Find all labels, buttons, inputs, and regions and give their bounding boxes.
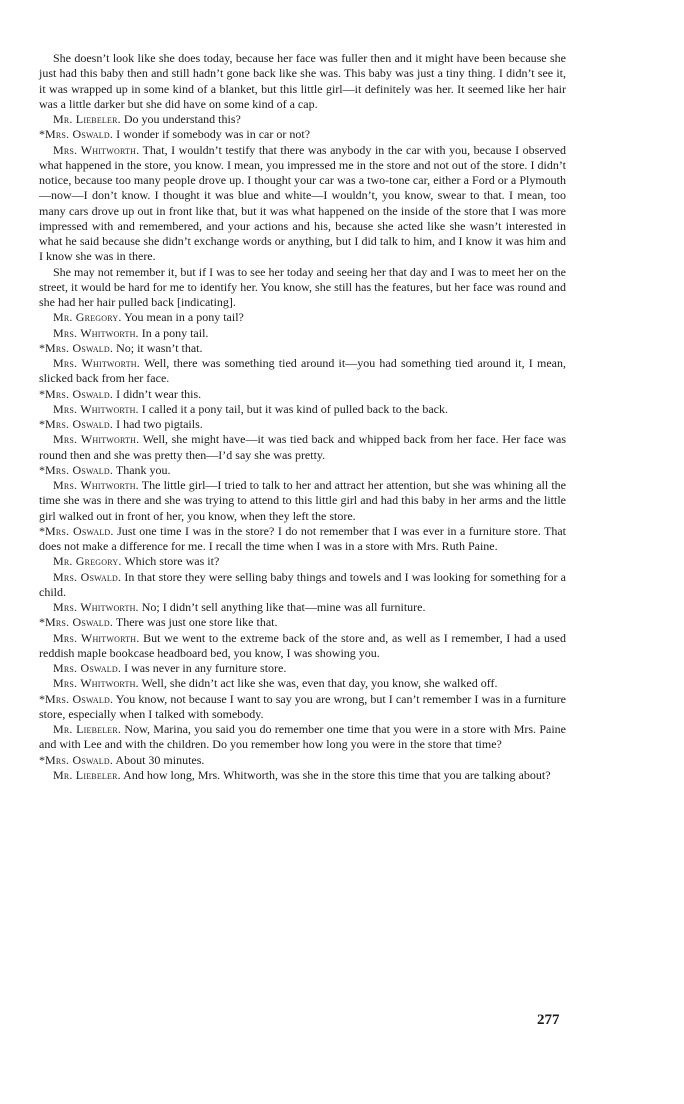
asterisk-marker: * (39, 386, 45, 401)
paragraph (39, 112, 566, 127)
asterisk-marker: * (39, 462, 45, 477)
paragraph-text: You mean in a pony tail? (121, 310, 244, 325)
paragraph (39, 600, 566, 615)
paragraph (39, 356, 566, 387)
speaker-name: Mr. Gregory. (53, 554, 122, 569)
asterisk-marker: * (39, 523, 45, 538)
paragraph-text: I wonder if somebody was in car or not? (113, 127, 311, 142)
paragraph-text: Thank you. (113, 462, 171, 477)
speaker-name: Mrs. Oswald. (45, 127, 114, 142)
paragraph-text: And how long, Mrs. Whitworth, was she in the store this time that you are talking about? (120, 767, 551, 782)
speaker-name: Mrs. Whitworth. (53, 478, 139, 492)
paragraph-text: She doesn’t look like she does today, because her face was fuller then and it might have been because she just had this baby then and still hadn’t gone back like she was. This baby was just a tiny thing. I didn’t see it, it was wrapped up in some kind of a blanket, but this little girl—it definitely was her. It seemed like her hair was a little darker but she did have on some kind of a cap. (39, 51, 566, 111)
asterisk-marker: * (39, 615, 45, 630)
paragraph-text: I had two pigtails. (113, 417, 203, 431)
paragraph (39, 615, 566, 630)
paragraph (39, 265, 566, 311)
speaker-name: Mrs. Oswald. (45, 462, 114, 477)
paragraph-text: I called it a pony tail, but it was kind of pulled back to the back. (138, 401, 449, 416)
speaker-name: Mrs. Oswald. (53, 661, 122, 675)
paragraph (39, 478, 566, 524)
paragraph (39, 51, 566, 112)
page-number: 277 (537, 1012, 560, 1028)
asterisk-marker: * (39, 752, 45, 767)
paragraph-text: Well, she didn’t act like she was, even that day, you know, she walked off. (138, 676, 498, 691)
speaker-name: Mrs. Whitworth. (53, 630, 140, 645)
speaker-name: Mrs. Oswald. (45, 386, 114, 401)
speaker-name: Mrs. Whitworth. (53, 142, 140, 157)
paragraph (39, 692, 566, 723)
paragraph-text: In a pony tail. (138, 325, 209, 340)
paragraph (39, 631, 566, 662)
paragraph-text: No; it wasn’t that. (113, 340, 203, 355)
paragraph-text: I didn’t wear this. (113, 386, 202, 401)
paragraph-text: Well, she might have—it was tied back and whipped back from her face. Her face was round then and she was pretty then—I’d say she was pretty. (39, 432, 566, 462)
paragraph-text: That, I wouldn’t testify that there was anybody in the car with you, because I observed what happened in the store, you know. I mean, you impressed me in the store and not out of the store. I didn’t notice, because too many people drove up. I thought your car was a two-tone car, either a Ford or a Plymouth—now—I don’t know. I thought it was blue and white—I wouldn’t, you know, swear to that. I mean, too many cars drove up out in front like that, but it was what happened on the inside of the store that I was more impressed with and remembered, and your actions and his, because she acted like she wasn’t interested in what he said because she didn’t exchange words or anything, but I did talk to him, and I know it was him and I know she was in there. (39, 142, 566, 264)
paragraph (39, 432, 566, 463)
paragraph (39, 417, 566, 432)
paragraph-text: There was just one store like that. (113, 615, 278, 630)
speaker-name: Mrs. Whitworth. (53, 401, 139, 416)
speaker-name: Mrs. Whitworth. (53, 356, 140, 370)
asterisk-marker: * (39, 417, 45, 431)
paragraph-text: Just one time I was in the store? I do not remember that I was ever in a furniture store. That does not make a difference for me. I recall the time when I was in a store with Mrs. Ruth Paine. (39, 523, 566, 553)
paragraph (39, 463, 566, 478)
paragraph-text: Do you understand this? (120, 112, 241, 126)
speaker-name: Mrs. Whitworth. (53, 676, 139, 691)
speaker-name: Mr. Liebeler. (53, 112, 121, 126)
speaker-name: Mrs. Oswald. (45, 523, 114, 538)
paragraph (39, 402, 566, 417)
paragraph-text: Well, there was something tied around it—you had something tied around it, I mean, slicked back from her face. (39, 356, 566, 386)
paragraph (39, 722, 566, 753)
speaker-name: Mrs. Oswald. (45, 417, 114, 431)
testimony-text (39, 51, 566, 783)
paragraph (39, 524, 566, 555)
paragraph-text: In that store they were selling baby things and towels and I was looking for something for a child. (39, 569, 566, 599)
asterisk-marker: * (39, 340, 45, 355)
paragraph-text: The little girl—I tried to talk to her and attract her attention, but she was whining all the time she was in there and she was trying to attend to this little girl and had this baby in her arms and the little girl walked out in front of her, you know, when they left the store. (39, 478, 566, 523)
paragraph-text: No; I didn’t sell anything like that—mine was all furniture. (138, 600, 426, 614)
paragraph-text: You know, not because I want to say you are wrong, but I can’t remember I was in a furniture store, especially when I talked with somebody. (39, 691, 567, 721)
paragraph-text: But we went to the extreme back of the store and, as well as I remember, I had a used reddish maple bookcase headboard bed, you know, I was showing you. (39, 630, 566, 660)
speaker-name: Mr. Gregory. (53, 310, 122, 325)
paragraph (39, 127, 566, 142)
paragraph (39, 554, 566, 569)
speaker-name: Mrs. Whitworth. (53, 325, 139, 340)
speaker-name: Mrs. Oswald. (45, 340, 114, 355)
paragraph (39, 310, 566, 325)
paragraph-text: Now, Marina, you said you do remember one time that you were in a store with Mrs. Paine and with Lee and with the children. Do you remember how long you were in the store that time? (39, 722, 566, 752)
paragraph (39, 676, 566, 691)
asterisk-marker: * (39, 691, 45, 706)
speaker-name: Mrs. Oswald. (45, 691, 114, 706)
speaker-name: Mr. Liebeler. (53, 722, 122, 736)
paragraph (39, 661, 566, 676)
paragraph (39, 341, 566, 356)
paragraph-text: Which store was it? (121, 554, 220, 569)
paragraph (39, 387, 566, 402)
speaker-name: Mrs. Whitworth. (53, 600, 139, 614)
asterisk-marker: * (39, 127, 45, 142)
speaker-name: Mrs. Oswald. (45, 615, 114, 630)
speaker-name: Mrs. Whitworth. (53, 432, 140, 447)
paragraph (39, 570, 566, 601)
paragraph (39, 326, 566, 341)
paragraph (39, 753, 566, 768)
paragraph-text: She may not remember it, but if I was to see her today and seeing her that day and I was to meet her on the street, it would be hard for me to identify her. You know, she still has the features, but her face was round and she had her hair pulled back [indicating]. (39, 264, 566, 309)
paragraph-text: I was never in any furniture store. (121, 661, 287, 675)
paragraph-text: About 30 minutes. (113, 752, 205, 767)
speaker-name: Mrs. Oswald. (53, 569, 122, 584)
paragraph (39, 143, 566, 265)
speaker-name: Mrs. Oswald. (45, 752, 114, 767)
paragraph (39, 768, 566, 783)
speaker-name: Mr. Liebeler. (53, 767, 121, 782)
